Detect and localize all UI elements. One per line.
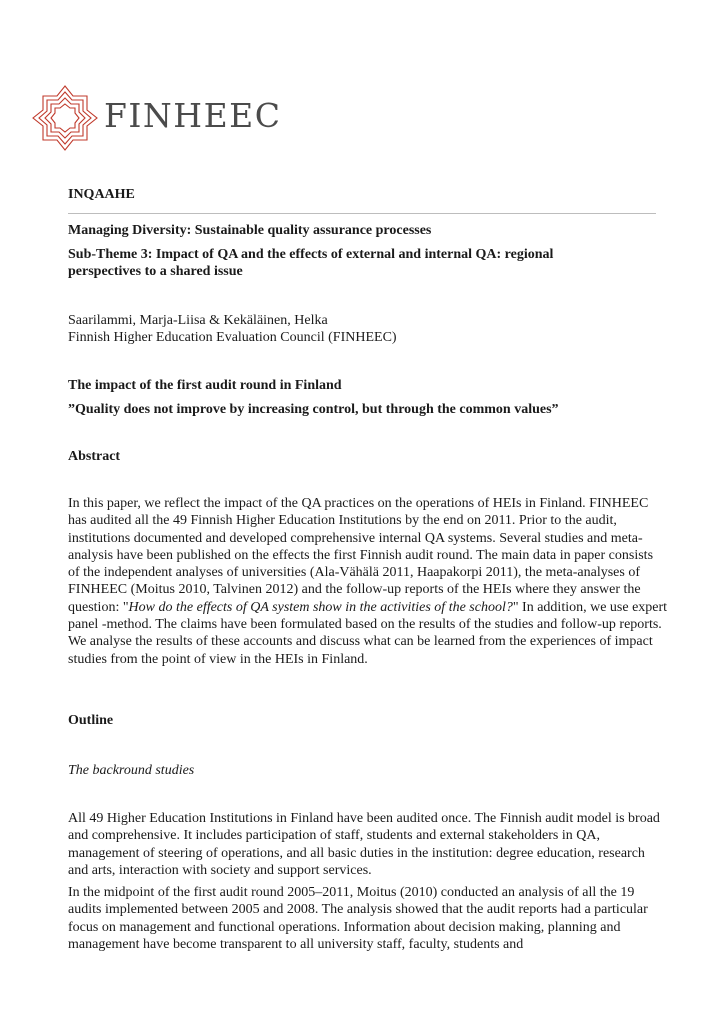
abstract-heading: Abstract	[68, 449, 121, 464]
abstract-text-end: " In addition, we use expert panel -method. The claims have been formulated based on the results of the studies and follow-up reports. We analyse the results of these accounts and discuss what can be learned from the experiences of impact studies from the point of view in the HEIs in Finland.	[68, 599, 668, 667]
author-names: Saarilammi, Marja-Liisa & Kekäläinen, Helka	[68, 313, 328, 328]
paper-subtitle-quote: ”Quality does not improve by increasing control, but through the common values”	[68, 402, 559, 417]
outline-subheading: The backround studies	[68, 763, 195, 778]
header-divider	[68, 213, 656, 214]
abstract-text: In this paper, we reflect the impact of the QA practices on the operations of HEIs in Finland. FINHEEC has audited all the 49 Finnish Higher Education Institutions by the end on 2011. Prior to the audit, institutions documented and developed comprehensive internal QA systems. Several studies and meta-analysis have been published on the effects the first Finnish audit round. The main data in paper consists of the independent analyses of universities (Ala-Vähälä 2011, Haapakorpi 2011), the meta-analyses of FINHEEC (Moitus 2010, Talvinen 2012) and the follow-up reports of the HEIs where they answer the question: "	[68, 496, 654, 615]
outline-paragraph-1: All 49 Higher Education Institutions in Finland have been audited once. The Finnish audit model is broad and comprehensive. It includes participation of staff, students and external stakeholders in QA, management of steering of operations, and all basic duties in the institution: degree education, research and arts, interaction with society and support services.	[68, 811, 660, 878]
finheec-logo-icon	[30, 83, 100, 153]
brand-name: FINHEEC	[104, 96, 282, 135]
outline-heading: Outline	[68, 713, 114, 728]
paper-title: The impact of the first audit round in Finland	[68, 378, 342, 393]
abstract-question: How do the effects of QA system show in the activities of the school?	[128, 599, 513, 615]
author-affiliation: Finnish Higher Education Evaluation Council (FINHEEC)	[68, 330, 397, 345]
outline-paragraph-2: In the midpoint of the first audit round 2005–2011, Moitus (2010) conducted an analysis of all the 19 audits implemented between 2005 and 2008. The analysis showed that the audit reports had a particular focus on management and functional operations. Information about decision making, planning and management have become transparent to all university staff, faculty, students and	[68, 885, 648, 952]
abstract-paragraph	[68, 495, 668, 668]
subtheme-line-2: perspectives to a shared issue	[68, 264, 243, 279]
conference-title: Managing Diversity: Sustainable quality assurance processes	[68, 223, 432, 238]
org-name: INQAAHE	[68, 187, 135, 202]
subtheme-line-1: Sub-Theme 3: Impact of QA and the effects of external and internal QA: regional	[68, 247, 554, 262]
